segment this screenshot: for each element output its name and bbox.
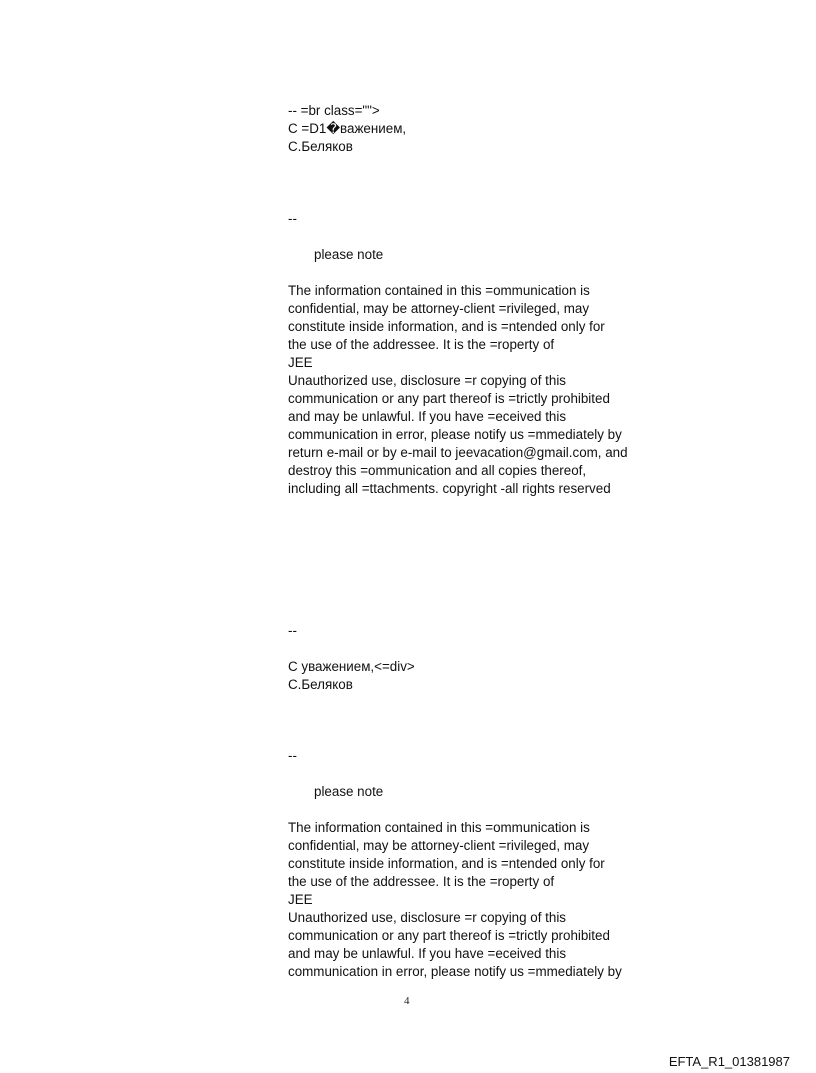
text-line: communication or any part thereof is =trictly prohibited [288,391,610,406]
separator-3 [288,747,648,765]
text-line: communication in error, please notify us =mmediately by [288,427,622,442]
text-line: and may be unlawful. If you have =eceived this [288,409,567,424]
text-line: the use of the addressee. It is the =roperty of [288,874,555,889]
disclaimer-1 [288,282,648,498]
text-line: JEE [288,892,313,907]
signature-block-2 [288,658,648,694]
signature-block-1 [288,102,648,156]
text-line: the use of the addressee. It is the =roperty of [288,337,555,352]
note-heading: please note [314,247,384,262]
text-line: Unauthorized use, disclosure =r copying of this [288,373,567,388]
text-line: confidential, may be attorney-client =rivileged, may [288,301,590,316]
text-line: constitute inside information, and is =ntended only for [288,856,605,871]
text-line: and may be unlawful. If you have =eceived this [288,946,567,961]
text-line: confidential, may be attorney-client =rivileged, may [288,838,590,853]
separator-text: -- [288,623,297,638]
note-heading-2 [288,783,648,801]
disclaimer-2 [288,819,648,981]
text-line: communication or any part thereof is =trictly prohibited [288,928,610,943]
text-line: С.Беляков [288,139,353,154]
page-number: 4 [404,995,410,1007]
text-line: Unauthorized use, disclosure =r copying of this [288,910,567,925]
note-heading: please note [314,784,384,799]
text-line: The information contained in this =ommunication is [288,820,590,835]
separator-text: -- [288,211,297,226]
text-line: return e-mail or by e-mail to jeevacation@gmail.com, and [288,445,628,460]
text-line: constitute inside information, and is =ntended only for [288,319,605,334]
separator-2 [288,622,648,640]
text-line: С уважением,<=div> [288,659,415,674]
text-line: The information contained in this =ommunication is [288,283,590,298]
text-line: communication in error, please notify us =mmediately by [288,964,622,979]
text-line: including all =ttachments. copyright -all rights reserved [288,481,611,496]
separator-1 [288,210,648,228]
text-line: С =D1�важением, [288,121,407,136]
separator-text: -- [288,748,297,763]
document-id: EFTA_R1_01381987 [668,1054,790,1069]
text-line: С.Беляков [288,677,353,692]
text-line: JEE [288,355,313,370]
text-line: destroy this =ommunication and all copies thereof, [288,463,587,478]
note-heading-1 [288,246,648,264]
text-line: -- =br class=""> [288,103,380,118]
